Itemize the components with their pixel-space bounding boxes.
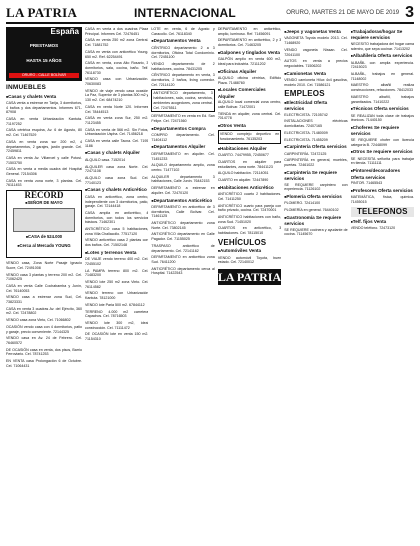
classified-ad: VENDO lote 250 m2 zona Vinto. Cel. 76114582	[85, 280, 149, 289]
category-heading: ■ Otros Se requiere servicios	[351, 149, 414, 155]
classified-ad: CASA venta a estrenar en Tarija, 3 dormitorios, 4 baños y dos departamentos. Informes 671-87908	[6, 100, 82, 115]
classified-ad: CASA en anticrético, zona centro, independiente con 3 dormitorios, patio, garaje. Cel. 72144418	[85, 194, 149, 209]
category-heading: ■ Carpintería Oferta servicios	[284, 144, 347, 150]
classified-ad: CASA amplia en anticrético, 4 dormitorios, con todos los servicios básicos. 71462301	[85, 210, 149, 225]
classified-ad: ALQUILO oficina céntrica, Edificio Plaza. 71488760	[217, 76, 282, 85]
classified-column	[6, 27, 82, 545]
ad-photo	[13, 208, 75, 232]
ad-title: RECORD	[24, 190, 64, 201]
classified-ad: OCASIÓN vendo casa con 4 dormitorios, patio y garaje, precio conveniente. 72144325	[6, 324, 82, 334]
category-heading: ■ Técnicos Oferta servicios	[351, 106, 414, 112]
classified-ad: CASA en venta 250 m2 zona Central. Cel. 71881752	[85, 38, 149, 48]
ad-brand: España	[50, 27, 79, 36]
category-heading: ■ Camionetas Venta	[284, 71, 347, 77]
category-heading: ■ Lotes y terrenos Venta	[85, 250, 148, 256]
classified-ad: VENDO teléfono. 72473120	[350, 226, 396, 231]
classified-ad: CASA en venta a media cuadra del Hospital General. 72154306	[6, 167, 82, 177]
category-heading: ■ Telf. fijos Venta	[351, 219, 414, 225]
classified-ad: CASA en venta 3 cuadras Av. del Ejército, 360 m2. Cel. 72478802	[6, 306, 82, 316]
classified-ad: CÉNTRICO departamento 2 a 3 dormitorios, Oficina Total Condominio. Cel. 72451100	[151, 45, 215, 60]
classified-ad: CUARTO en alquiler. 72447890	[217, 178, 269, 183]
category-heading: ■ Departamentos Compra	[151, 126, 214, 132]
classified-ad: PLOMERÍA en general. 76440102	[284, 208, 339, 213]
ad-subtitle: ■ Cerca al Mercado YOUNG	[9, 243, 79, 249]
newspaper-logo: LA PATRIA	[217, 270, 282, 285]
classified-ad: ALQUILO local comercial zona centro, calle Bolívar. 71472001	[217, 100, 282, 109]
classified-ad: CASA en venta, zona Alto Rosario, 3 dormitorios, sala, cocina, baño. Telf. 76118730	[85, 61, 149, 75]
classified-ad: CÉNTRICO departamento en venta, 3 dormitorios, 2 baños, living comedor. Cel. 72114120	[151, 73, 215, 87]
category-heading: ■ Gastronomía Se requiere servicios	[284, 215, 347, 227]
category-heading: ■ Albañilería Oferta servicios	[351, 53, 414, 59]
classified-ad: DE OCASIÓN lote en venta 150 m2. 71154310	[85, 332, 149, 342]
page-header	[6, 4, 414, 24]
category-heading: ■ Plomería Oferta servicios	[284, 194, 347, 200]
category-heading: ■ Departamentos Anticrético	[151, 198, 214, 204]
ad-address-bar: ORURO - CALLE BOLÍVAR	[9, 73, 79, 78]
classified-ad: SE REQUIERE carpintero con experiencia. 71126102	[284, 182, 348, 192]
classified-ad: ANTICRÉTICO cuarto para pareja con baño privado, cocina. Cel. 72470001	[217, 203, 282, 213]
classified-ad: CASA en venta zona norte, 3 plantas. Cel. 76111453	[6, 178, 82, 188]
ad-subtitle: ■ SEÑOR DE MAYO	[9, 200, 79, 206]
newspaper-brand: LA PATRIA	[6, 5, 78, 20]
featured-classified: VENDO complejo deportivo en funcionamiento. 76135203	[218, 130, 281, 143]
category-heading: ■ Trabajadoras/hogar Se requiere servicios	[351, 29, 414, 41]
classified-ad: SE REQUIERE chofer con licencia categoría B. 72448099	[350, 137, 414, 147]
classified-ad: TERRENO 4.000 m2 carretera Capachos. Cel. 78716503	[85, 309, 149, 319]
classified-ad: CASA en venta zona sur 200 m2, 4 departamentos, 2 garajes, jardín grande. Cel. 72459811	[6, 139, 82, 154]
classified-ad: DEPARTAMENTO en anticrético, 2 y 3 dormitorios. Cel. 71463205	[217, 38, 282, 48]
classified-ad: ANTICRÉTICO cuarto 2 habitaciones. Cel. 71411250	[217, 192, 282, 201]
classified-ad: VENDO casa, Zona Norte Pasaje Ignacio Sucre, Cel. 72491008	[6, 261, 82, 270]
category-heading: ■ Carpintería Se requiere servicios	[284, 170, 347, 182]
bank-advertisement	[6, 27, 82, 81]
classified-ad: NECESITO trabajadora del hogar cama adentro, que sepa cocinar. 71413202	[350, 41, 414, 51]
category-heading: ■ Casas y chalets Anticrético	[85, 187, 148, 193]
classified-ad: DEPARTAMENTO en anticrético de 3 dormitorios, Calle Bolívar. Cel. 71461125	[151, 204, 215, 219]
classified-ad: ALQUILO casa zona Sud. Cel. 77140123	[85, 175, 149, 185]
category-heading: ■ Otros Venta	[218, 123, 281, 129]
classified-ad: PINTOR. 71465543	[350, 180, 383, 185]
section-heading: TELEFONOS	[351, 207, 414, 217]
classified-ad: VENDO casa a estrenar zona Sud, Cel. 73823331	[6, 295, 82, 305]
classified-ad: MAESTRO albañil realiza construcciones, refacciones. 78412033	[350, 83, 414, 93]
classified-ad: AUTOS en venta a precios negociables. 71506202	[284, 59, 348, 68]
classified-ad: DEPARTAMENTO en alquiler. Cel. 71451233	[151, 151, 215, 161]
classified-ad: ANTICRÉTICO departamento en Calle Pagador. Cel. 71155025	[151, 232, 215, 242]
section-heading: EMPLEOS	[284, 89, 325, 99]
issue-date: ORURO, MARTES 21 DE MAYO DE 2019	[286, 10, 400, 16]
ad-line: PRESTAMOS	[29, 43, 59, 49]
classified-ad: DEPARTAMENTO a estrenar en alquiler. Cel. 72470120	[151, 186, 215, 195]
classified-ad: VENDO camioneta Hilux 4x4 gasolina, modelo 2010. Cel. 71586121	[284, 78, 348, 87]
classified-ad: CARPINTERÍA. 72472125	[284, 151, 327, 156]
classified-ad: ALQUILER casa zona Norte. Cel. 72471108	[85, 164, 149, 174]
category-heading: ■ Galpones y tinglados Venta	[218, 50, 281, 56]
classified-ad: CUARTO. 74479955, 72450677	[217, 153, 269, 158]
classified-ad: DEPARTAMENTO en venta en Ed. San Felipe. Cel. 72471560	[151, 114, 215, 123]
classified-ad: SE REQUIERE cocinera y ayudante de cocina. 71145670	[284, 227, 348, 237]
classified-ad: SE NECESITA señorita para trabajar en tienda. 71111111	[350, 156, 414, 166]
classifieds-columns	[6, 27, 414, 545]
page-number: 3	[405, 4, 414, 21]
classified-ad: VENDO casa 3 plantas y terreno 200 m2. Cel. 71062425	[6, 272, 82, 282]
classified-ad: CASA en venta Urbanización Kantuta. 71197252	[6, 117, 82, 126]
classified-ad: VENDO automóvil Toyota, buen estado. Cel. 72140012	[217, 255, 282, 265]
category-heading: ■ Departamentos Venta	[151, 38, 214, 44]
classified-ad: VENDO anticrético casa 2 plantas con dos baños. Cel. 71502148	[85, 238, 149, 248]
classified-ad: TIENDA en alquiler, zona central. Cel. 7014778	[217, 111, 282, 121]
classified-ad: CASA en venta Av. Villarroel y calle Potosí. 71503750	[6, 155, 82, 165]
classified-ad: TRASPASO anticrético de departamento. Cel. 72141162	[151, 243, 215, 253]
category-heading: ■ Habitaciones Alquiler	[218, 146, 281, 152]
classified-ad: ELECTRICISTA. 71455209	[284, 137, 328, 142]
featured-classified: ANTICRÉTICO departamento, 3 habitaciones, sala, cocina, servicios, ambientes acogedores, zona central. Cel. 72475511	[151, 89, 214, 112]
ad-line: HASTA 15 AÑOS	[26, 57, 62, 63]
classified-ad: MATEMÁTICA, física, química. 71455015	[350, 195, 414, 204]
classified-ad: ALQUILO casa. 7152014	[85, 157, 126, 162]
classified-column	[151, 27, 214, 545]
category-heading: ■ Casas y chalets Venta	[6, 94, 82, 100]
classified-ad: VENDO casa zona Vinto, Cel. 71066802	[6, 318, 71, 323]
classified-ad: LA PAMPA terreno 800 m2. Cel. 71483200	[85, 268, 149, 278]
classified-ad: ANTICRÉTICO departamento cerca al Hospital. 71422543	[151, 266, 215, 276]
classified-ad: INSTALACIONES eléctricas domiciliarias. 72407165	[284, 119, 348, 129]
classified-ad: DEPARTAMENTO en anticrético zona Sud. 76411200	[151, 255, 215, 264]
classified-ad: VAGONETA Toyota modelo 2013. Cel. 71468920	[284, 36, 348, 46]
classified-ad: MAESTRO albañil, trabajos garantizados. 71410222	[350, 94, 414, 104]
classified-ad: ANTICRÉTICO habitaciones con baño, zona Sud. 71451020	[217, 215, 282, 224]
category-heading: ■ Locales Comerciales Alquiler	[218, 87, 281, 99]
classified-ad: VENDO de viaje vendo casa ocasión La Paz, Superior de 3 plantas 300 m2 y 130 m2. Cel. 68474210	[85, 88, 149, 103]
classified-ad: DE OCASIÓN casa en venta, dos pisos, Barrio Ferroviario. Cel. 78741253	[6, 347, 82, 357]
classified-ad: ALQUILO departamento amplio, zona centro. 71477102	[151, 163, 215, 172]
classified-ad: ANTICRÉTICO casa 5 habitaciones, zona Villa Challacollo. 77517120	[85, 227, 149, 236]
classified-ad: GALPÓN amplio en venta 600 m2, ideal para industria. 72111202	[217, 57, 282, 66]
section-heading: INMUEBLES	[6, 84, 47, 91]
classified-ad: CARPINTERÍA en general, muebles, puertas. 72461022	[284, 158, 348, 168]
classified-ad: ANTICRÉTICO departamento zona Norte. Cel. 73802145	[151, 221, 215, 230]
classified-ad: COMPRO departamento. Cel. 71404112	[151, 133, 215, 142]
category-heading: ■ Automóviles Venta	[218, 248, 281, 254]
category-heading: ■ Pintores/decoradores Oferta servicios	[351, 168, 414, 180]
category-heading: ■ Oficinas Alquiler	[218, 69, 281, 75]
section-heading: VEHÍCULOS	[217, 237, 267, 247]
classified-ad: CASA en venta Calle Cochabamba y Junín, Cel. 76140053	[6, 283, 82, 293]
classified-ad: CASA en venta de 566 m2. Sin Fotos, Urbanización Uspha. Cel. 71456218	[85, 127, 149, 137]
classified-column	[218, 27, 281, 545]
classified-column	[284, 27, 347, 545]
classified-column	[351, 27, 414, 545]
category-heading: ■ Habitaciones Anticrético	[218, 185, 281, 191]
classified-ad: ELECTRICISTA. 72105742	[284, 112, 328, 117]
classified-column	[85, 27, 148, 545]
classified-ad: LOTE en venta, 6 de Agosto y Caracollo. Cel. 76118340	[151, 27, 215, 36]
classified-ad: VENDO casa con Urbanización. 70630083	[85, 77, 149, 87]
category-heading: ■ Profesores Oferta servicios	[351, 188, 414, 194]
classified-ad: ALBAÑIL con amplia experiencia. 72415023	[350, 60, 414, 70]
classified-ad: VENDO departamento de 2 habitaciones, cocina. 78431205	[151, 61, 215, 71]
classified-ad: CASA en venta con anticrético Young. 650 m2. Ref. 62254491	[85, 49, 149, 59]
category-heading: ■ Jeeps y vagonetas Venta	[284, 29, 347, 35]
classified-ad: VENDO terreno con Urbanización Kantuta. 78121000	[85, 291, 149, 301]
category-heading: ■ Choferes Se requiere servicios	[351, 125, 414, 137]
classified-ad: ELECTRICISTA. 71480009	[284, 130, 328, 135]
classified-ad: VENDO lote 300 m2, ideal construcción. Cel. 71111472	[85, 320, 149, 330]
section-title: INTERNACIONAL	[134, 6, 236, 20]
classified-ad: CASA en venta calle Tacna. Cel. 7195 1186	[85, 139, 149, 148]
classified-ad: CASA en venta zona Sur, 250 m2. 71123455	[85, 116, 149, 125]
ad-subtitle: ■ CASA de 524.000	[9, 234, 79, 240]
classified-ad: VENDO vagoneta Nissan. Cel. 72041100	[284, 47, 348, 57]
classified-ad: SE REALIZAN toda clase de trabajos técnicos. 71440150	[350, 113, 414, 123]
classified-ad: EN VENTA casa Prolongación 6 de Octubre. Cel. 71064431	[6, 359, 82, 368]
real-estate-advertisement	[6, 190, 82, 258]
classified-ad: VENDO lote Paria 500 m2. 67844112	[85, 302, 145, 307]
classified-ad: ALQUILO habitación. 72114051	[217, 171, 269, 176]
classified-ad: CUARTOS en alquiler para estudiantes, zona norte. 78441123	[217, 159, 282, 169]
classified-ad: ALBAÑIL, trabajos en general. 71148002	[350, 72, 414, 81]
classified-ad: CASA en venta Norte 120. Informes Cel. 78444513	[85, 104, 149, 114]
classified-ad: ALQUILER departamento 3 habitaciones, Calle Junín. 76442153	[151, 174, 215, 184]
category-heading: ■ Departamentos Alquiler	[151, 144, 214, 150]
classified-ad: DEPARTAMENTO en anticrético, amplio, luminoso. Ref. 71456091	[217, 27, 282, 36]
classified-ad: VENDO casa en Av. 24 de Febrero. Cel. 76460572	[6, 336, 82, 345]
category-heading: ■ Casas y chalets Alquiler	[85, 150, 148, 156]
classified-ad: CUARTOS en anticrético, 3 habitaciones. Cel. 78115010	[217, 226, 282, 236]
category-heading: ■ Electricidad Oferta servicios	[284, 100, 347, 112]
classified-ad: CASA en venta a dos cuadras Plaza Principal. Informes Cel. 72476451	[85, 27, 149, 36]
classified-ad: CASA céntrica esquina, Av. 6 de Agosto, 80 m2. Cel. 71467529	[6, 128, 82, 138]
classified-ad: PLOMERO. 72414100	[284, 201, 321, 206]
classified-ad: DE VIAJE vendo terreno 400 m2. Cel. 72455102	[85, 257, 149, 266]
